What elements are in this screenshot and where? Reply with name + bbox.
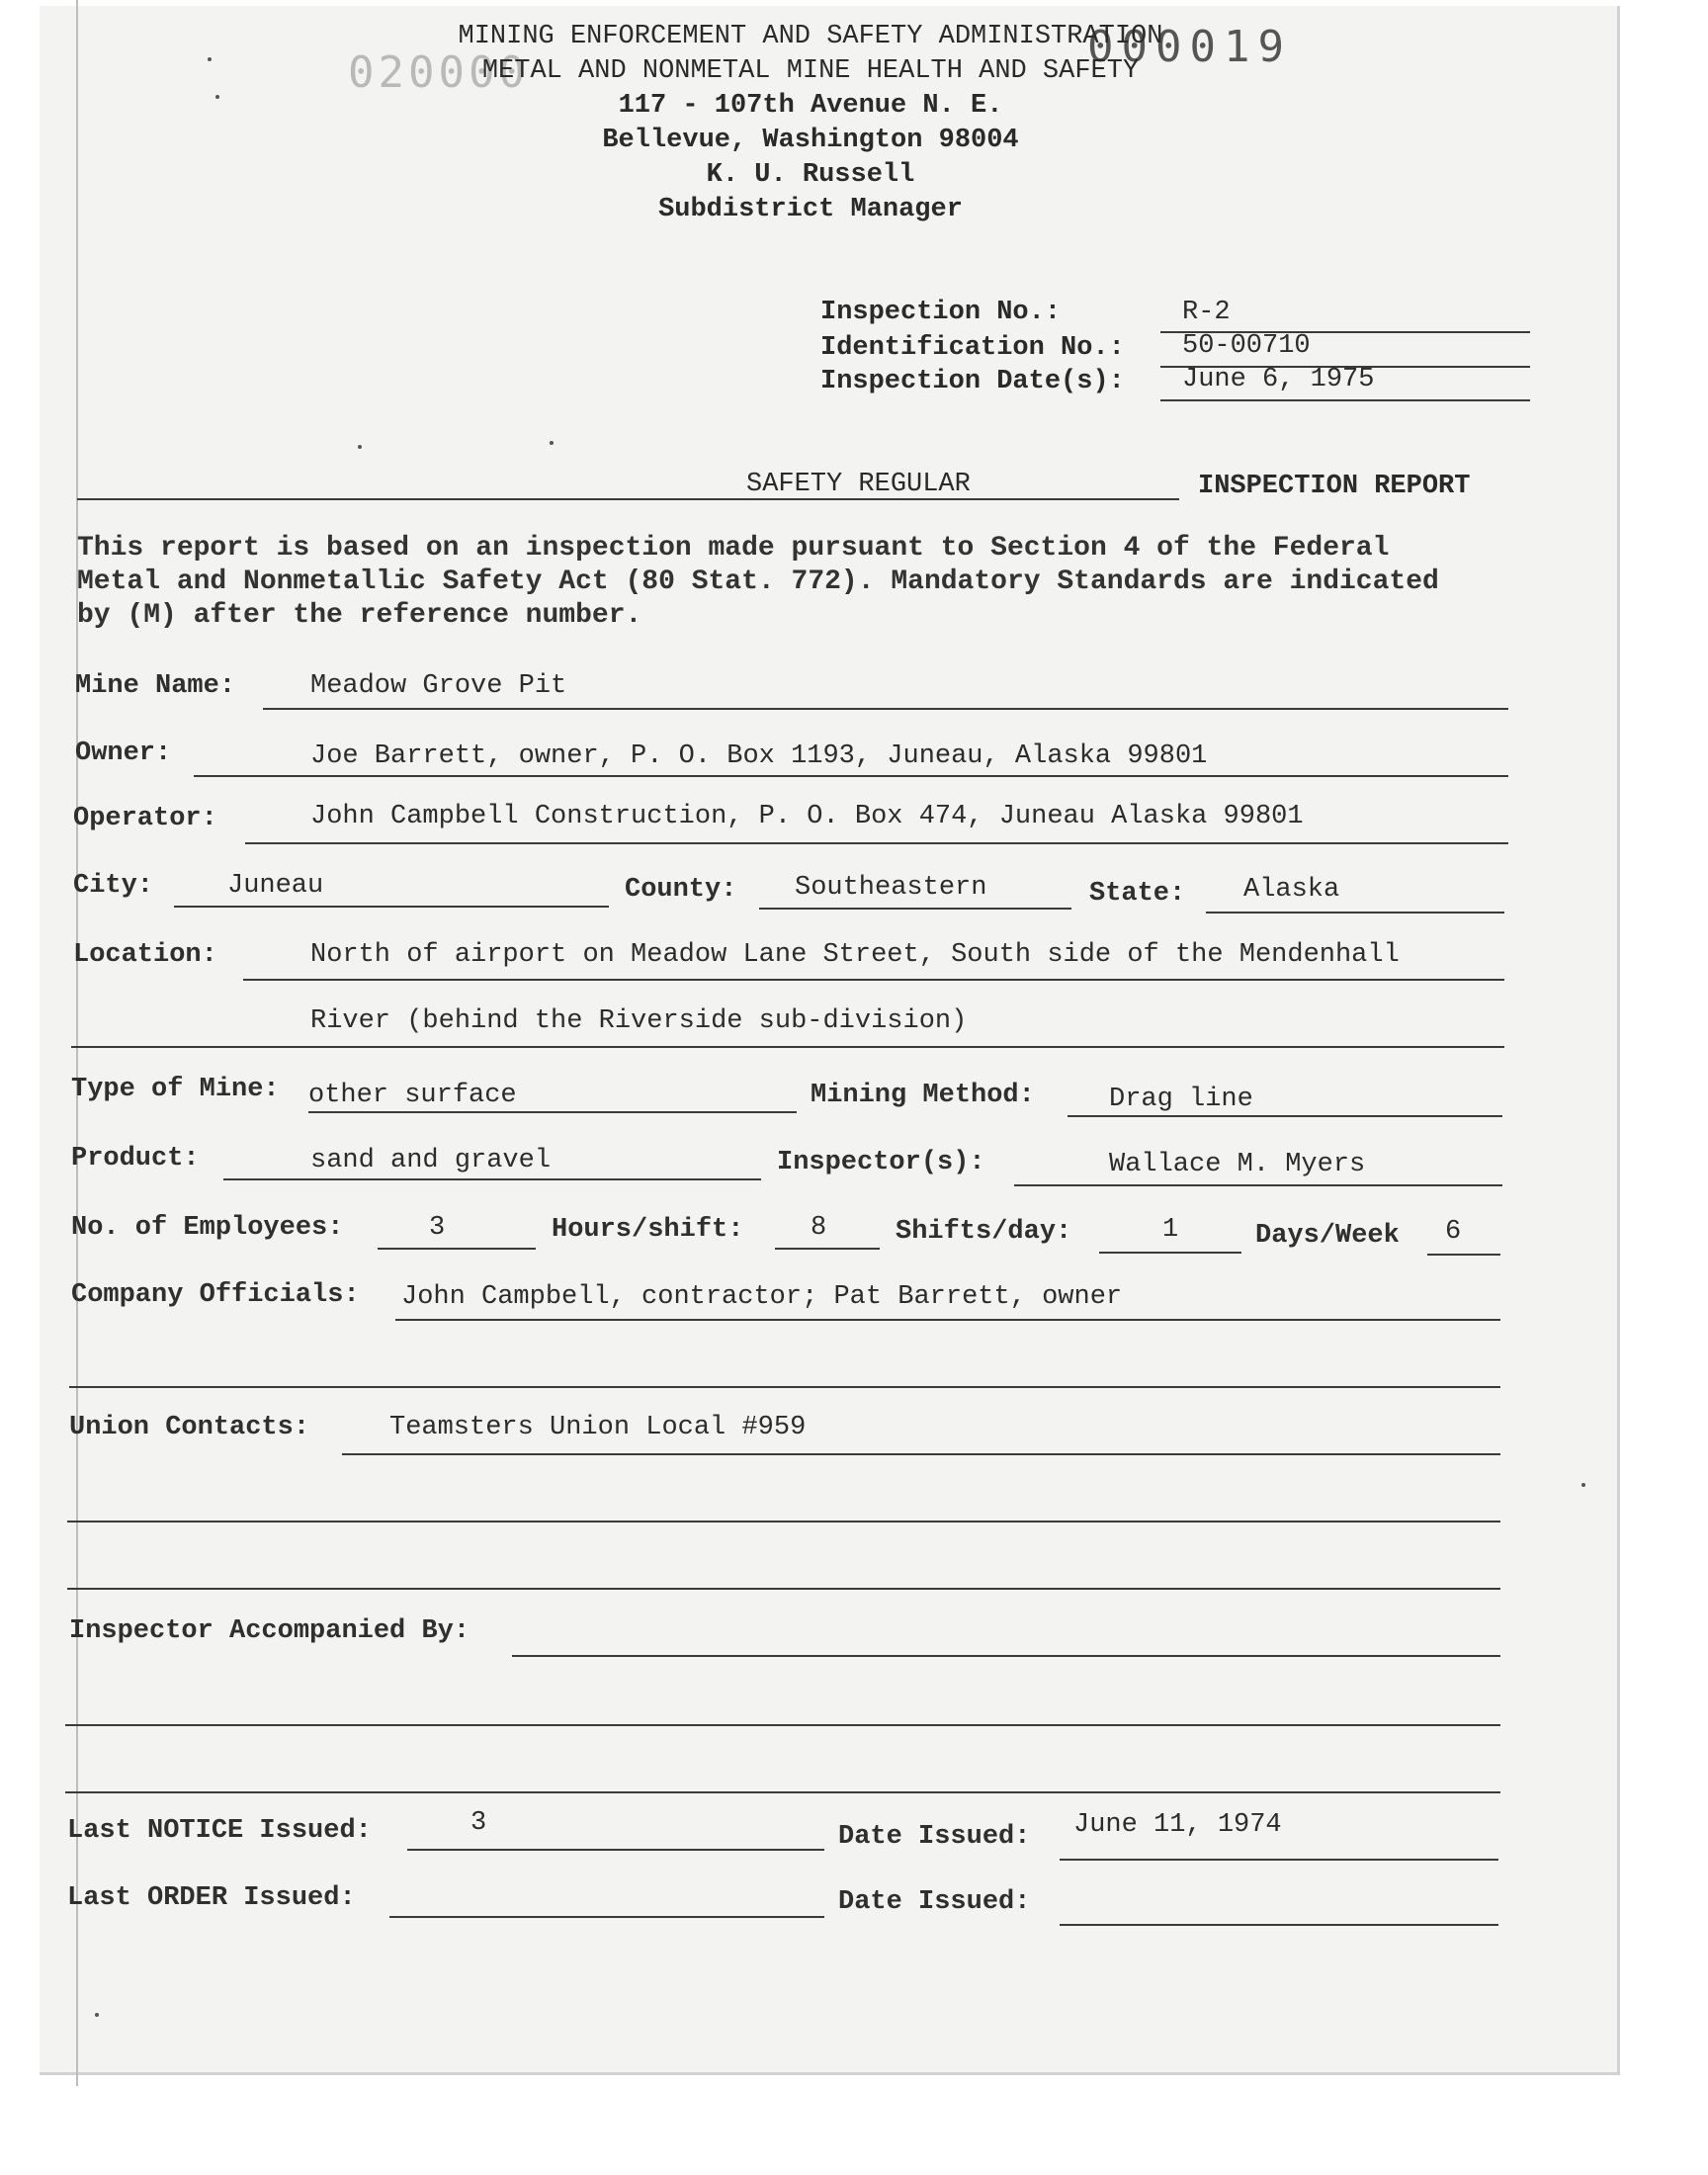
mine-name-value: Meadow Grove Pit — [310, 671, 567, 701]
identification-no-label: Identification No.: — [820, 333, 1125, 363]
mine-name-label: Mine Name: — [75, 671, 236, 701]
intro-line-2: Metal and Nonmetallic Safety Act (80 Stat. 772). Mandatory Standards are indicated — [77, 566, 1439, 597]
inspection-no-label: Inspection No.: — [820, 298, 1062, 327]
mine-type-line — [308, 1111, 797, 1113]
address-line-2: Bellevue, Washington 98004 — [602, 126, 1019, 155]
location-label: Location: — [73, 940, 217, 970]
last-notice-label: Last NOTICE Issued: — [67, 1816, 372, 1846]
mining-method-value: Drag line — [1109, 1085, 1253, 1114]
page-number-stamp: 000019 — [1087, 22, 1292, 72]
order-date-issued-line — [1060, 1924, 1498, 1926]
scan-speck — [358, 445, 362, 449]
days-label: Days/Week — [1255, 1221, 1400, 1251]
faded-page-number-stamp: 020000 — [348, 47, 529, 98]
manager-title: Subdistrict Manager — [658, 195, 963, 224]
state-label: State: — [1089, 879, 1186, 909]
mining-method-label: Mining Method: — [811, 1081, 1035, 1110]
union-contacts-line-3 — [67, 1588, 1500, 1590]
scan-speck — [95, 2013, 99, 2017]
page-edge-line — [76, 0, 78, 2086]
intro-line-3: by (M) after the reference number. — [77, 600, 642, 631]
mine-name-line — [263, 708, 1508, 710]
manager-name: K. U. Russell — [706, 160, 915, 190]
owner-line — [194, 775, 1508, 777]
shifts-value: 1 — [1162, 1215, 1179, 1245]
days-value: 6 — [1445, 1217, 1462, 1247]
city-value: Juneau — [227, 871, 324, 901]
company-officials-line-2 — [69, 1386, 1500, 1388]
hours-line — [775, 1248, 880, 1250]
union-contacts-line-2 — [67, 1521, 1500, 1522]
division-name: METAL AND NONMETAL MINE HEALTH AND SAFETY — [481, 56, 1140, 86]
inspector-label: Inspector(s): — [777, 1148, 985, 1177]
inspector-value: Wallace M. Myers — [1109, 1150, 1366, 1179]
operator-value: John Campbell Construction, P. O. Box 474, Juneau Alaska 99801 — [310, 802, 1304, 831]
scan-speck — [215, 95, 219, 99]
notice-date-issued-line — [1060, 1859, 1498, 1861]
location-line-1 — [243, 979, 1504, 981]
hours-value: 8 — [811, 1213, 827, 1243]
county-label: County: — [625, 875, 737, 905]
last-notice-value: 3 — [470, 1808, 487, 1838]
mine-type-label: Type of Mine: — [71, 1075, 280, 1104]
owner-label: Owner: — [75, 739, 172, 768]
last-notice-line — [407, 1849, 824, 1851]
owner-value: Joe Barrett, owner, P. O. Box 1193, Juneau, Alaska 99801 — [310, 741, 1208, 771]
product-value: sand and gravel — [310, 1146, 552, 1175]
notice-date-issued-value: June 11, 1974 — [1073, 1810, 1282, 1840]
inspection-date-line — [1160, 399, 1530, 401]
employees-line — [378, 1248, 536, 1250]
intro-line-1: This report is based on an inspection made pursuant to Section 4 of the Federal — [77, 533, 1390, 564]
report-type: SAFETY REGULAR — [746, 470, 971, 499]
county-value: Southeastern — [795, 873, 987, 903]
city-line — [174, 906, 609, 908]
union-contacts-line — [342, 1453, 1500, 1455]
mine-type-value: other surface — [308, 1081, 517, 1110]
operator-line — [245, 842, 1508, 844]
employees-value: 3 — [429, 1213, 446, 1243]
location-value-line-1: North of airport on Meadow Lane Street, South side of the Mendenhall — [310, 940, 1400, 970]
last-order-label: Last ORDER Issued: — [67, 1883, 356, 1913]
report-title: INSPECTION REPORT — [1198, 472, 1471, 501]
company-officials-label: Company Officials: — [71, 1280, 360, 1310]
product-label: Product: — [71, 1144, 200, 1174]
inspection-date-label: Inspection Date(s): — [820, 367, 1125, 396]
scan-speck — [208, 57, 212, 61]
mining-method-line — [1068, 1115, 1502, 1117]
state-line — [1206, 912, 1504, 914]
notice-date-issued-label: Date Issued: — [838, 1822, 1031, 1852]
inspection-no-value: R-2 — [1182, 298, 1231, 327]
company-officials-value: John Campbell, contractor; Pat Barrett, owner — [401, 1282, 1123, 1312]
order-date-issued-label: Date Issued: — [838, 1887, 1031, 1917]
location-line-2 — [71, 1046, 1504, 1048]
agency-name: MINING ENFORCEMENT AND SAFETY ADMINISTRATION — [458, 22, 1163, 51]
accompanied-by-label: Inspector Accompanied By: — [69, 1616, 470, 1646]
company-officials-line — [395, 1319, 1500, 1321]
accompanied-by-line-3 — [65, 1791, 1500, 1793]
address-line-1: 117 - 107th Avenue N. E. — [618, 91, 1003, 121]
employees-label: No. of Employees: — [71, 1213, 344, 1243]
last-order-line — [389, 1916, 824, 1918]
inspector-line — [1014, 1184, 1502, 1186]
shifts-label: Shifts/day: — [896, 1217, 1072, 1247]
days-line — [1427, 1254, 1500, 1256]
scan-speck — [1581, 1483, 1585, 1487]
inspection-date-value: June 6, 1975 — [1182, 365, 1375, 394]
county-line — [759, 908, 1071, 910]
operator-label: Operator: — [73, 804, 217, 833]
city-label: City: — [73, 871, 154, 901]
accompanied-by-line — [512, 1655, 1500, 1657]
state-value: Alaska — [1243, 875, 1340, 905]
hours-label: Hours/shift: — [552, 1215, 744, 1245]
location-value-line-2: River (behind the Riverside sub-division) — [310, 1006, 968, 1036]
product-line — [223, 1178, 761, 1180]
scan-speck — [550, 441, 554, 445]
union-contacts-value: Teamsters Union Local #959 — [389, 1413, 807, 1442]
shifts-line — [1099, 1252, 1241, 1254]
accompanied-by-line-2 — [65, 1724, 1500, 1726]
intro-paragraph — [77, 532, 1520, 633]
identification-no-value: 50-00710 — [1182, 331, 1311, 361]
union-contacts-label: Union Contacts: — [69, 1413, 310, 1442]
report-type-line — [77, 498, 1179, 500]
